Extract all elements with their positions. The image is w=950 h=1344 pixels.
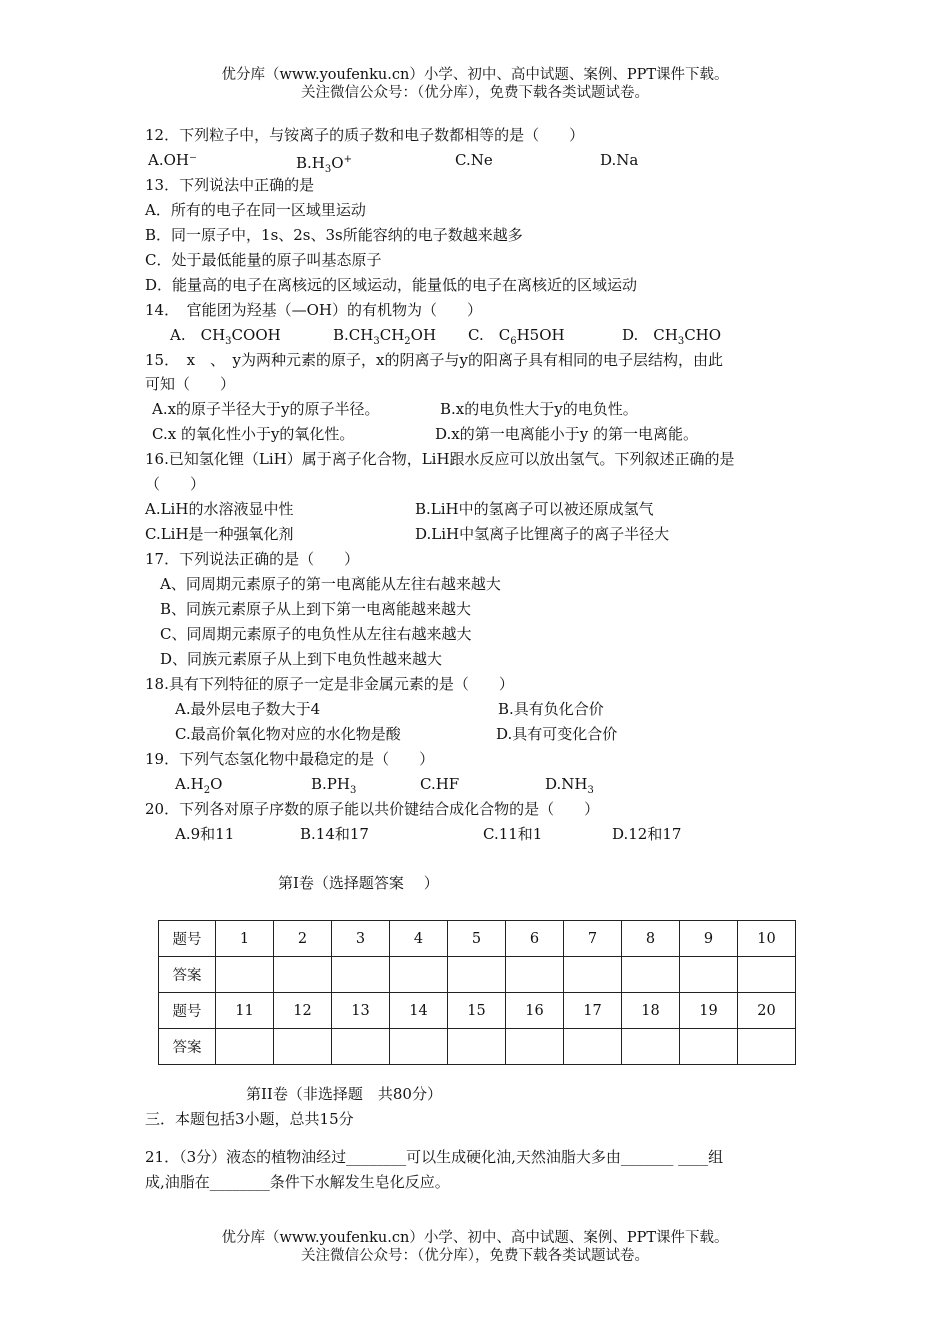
table-cell: 19 xyxy=(680,993,738,1029)
answer-cell[interactable] xyxy=(564,1029,622,1065)
table-row-answers-2 xyxy=(159,1029,796,1065)
q13-option-b: B．同一原子中，1s、2s、3s所能容纳的电子数越来越多 xyxy=(145,226,523,244)
q17-stem: 17．下列说法正确的是（ ） xyxy=(145,550,360,568)
q17-option-d: D、同族元素原子从上到下电负性越来越大 xyxy=(160,650,443,668)
q19-option-b: $B.PH_3$ xyxy=(311,775,357,796)
q15-option-d: D.x的第一电离能小于y 的第一电离能。 xyxy=(435,425,698,443)
q16-option-c: C.LiH是一种强氧化剂 xyxy=(145,525,294,543)
table-header-question: 题号 xyxy=(159,993,216,1029)
table-cell: 16 xyxy=(506,993,564,1029)
page-footer-line2: 关注微信公众号：（优分库），免费下载各类试题试卷。 xyxy=(301,1248,649,1264)
q16-option-b: B.LiH中的氢离子可以被还原成氢气 xyxy=(415,500,654,518)
table-header-answer: 答案 xyxy=(159,1029,216,1065)
page-footer-line1: 优分库（www.youfenku.cn）小学、初中、高中试题、案例、PPT课件下载。 xyxy=(221,1230,729,1246)
answer-cell[interactable] xyxy=(622,1029,680,1065)
q19-stem: 19．下列气态氢化物中最稳定的是（ ） xyxy=(145,750,435,768)
table-cell: 10 xyxy=(738,921,796,957)
table-cell: 11 xyxy=(216,993,274,1029)
table-cell: 1 xyxy=(216,921,274,957)
answer-cell[interactable] xyxy=(390,1029,448,1065)
q16-option-a: A.LiH的水溶液显中性 xyxy=(145,500,294,518)
table-cell: 6 xyxy=(506,921,564,957)
table-cell: 8 xyxy=(622,921,680,957)
answer-cell[interactable] xyxy=(216,957,274,993)
answer-cell[interactable] xyxy=(680,957,738,993)
q14-stem: 14． 官能团为羟基（—OH）的有机物为（ ） xyxy=(145,301,482,319)
q14-option-a: A. $CH_3COOH$ xyxy=(170,326,281,347)
q18-option-c: C.最高价氧化物对应的水化物是酸 xyxy=(175,725,401,743)
table-row-question-numbers-2 xyxy=(159,993,796,1029)
answer-cell[interactable] xyxy=(506,1029,564,1065)
q12-stem: 12．下列粒子中，与铵离子的质子数和电子数都相等的是（ ） xyxy=(145,126,585,144)
page-header-line2: 关注微信公众号：（优分库），免费下载各类试题试卷。 xyxy=(301,85,649,101)
table-row-answers-1 xyxy=(159,957,796,993)
q13-stem: 13．下列说法中正确的是 xyxy=(145,176,315,194)
q21-line2: 成,油脂在________条件下水解发生皂化反应。 xyxy=(145,1173,450,1191)
q21-line1: 21．（3分）液态的植物油经过________可以生成硬化油,天然油脂大多由_______ ____组 xyxy=(145,1148,724,1166)
answer-cell[interactable] xyxy=(216,1029,274,1065)
table-row-question-numbers-1 xyxy=(159,921,796,957)
q20-option-b: B.14和17 xyxy=(300,825,369,843)
q16-option-d: D.LiH中氢离子比锂离子的离子半径大 xyxy=(415,525,670,543)
table-cell: 13 xyxy=(332,993,390,1029)
answer-cell[interactable] xyxy=(274,957,332,993)
table-cell: 15 xyxy=(448,993,506,1029)
q14-option-c: C. $C_6H5OH$ xyxy=(468,326,565,347)
answer-cell[interactable] xyxy=(448,1029,506,1065)
q15-option-a: A.x的原子半径大于y的原子半径。 xyxy=(152,400,380,418)
q18-stem: 18.具有下列特征的原子一定是非金属元素的是（ ） xyxy=(145,675,514,693)
table-cell: 18 xyxy=(622,993,680,1029)
answer-cell[interactable] xyxy=(506,957,564,993)
q20-stem: 20．下列各对原子序数的原子能以共价键结合成化合物的是（ ） xyxy=(145,800,600,818)
q15-option-b: B.x的电负性大于y的电负性。 xyxy=(440,400,638,418)
q20-option-d: D.12和17 xyxy=(612,825,682,843)
answer-cell[interactable] xyxy=(332,957,390,993)
table-cell: 7 xyxy=(564,921,622,957)
q19-option-d: $D.NH_3$ xyxy=(545,775,594,796)
q14-option-d: D. $CH_3CHO$ xyxy=(622,326,722,347)
answer-cell[interactable] xyxy=(448,957,506,993)
q16-stem-line1: 16.已知氢化锂（LiH）属于离子化合物，LiH跟水反应可以放出氢气。下列叙述正确的是 xyxy=(145,450,735,468)
table-cell: 17 xyxy=(564,993,622,1029)
answer-cell[interactable] xyxy=(680,1029,738,1065)
answer-table xyxy=(158,920,796,1065)
q15-stem-line1: 15． x 、 y为两种元素的原子，x的阴离子与y的阳离子具有相同的电子层结构，由此 xyxy=(145,351,723,369)
table-cell: 14 xyxy=(390,993,448,1029)
page-header-line1: 优分库（www.youfenku.cn）小学、初中、高中试题、案例、PPT课件下载。 xyxy=(221,67,729,83)
q18-option-d: D.具有可变化合价 xyxy=(496,725,618,743)
table-cell: 3 xyxy=(332,921,390,957)
q13-option-d: D．能量高的电子在离核远的区域运动，能量低的电子在离核近的区域运动 xyxy=(145,276,638,294)
answer-cell[interactable] xyxy=(622,957,680,993)
q18-option-b: B.具有负化合价 xyxy=(498,700,604,718)
section2-title: 第II卷（非选择题 共80分） xyxy=(246,1085,442,1103)
answer-cell[interactable] xyxy=(738,1029,796,1065)
q13-option-c: C．处于最低能量的原子叫基态原子 xyxy=(145,251,382,269)
q12-option-b: $B.H_3O^+$ xyxy=(296,154,352,175)
q15-option-c: C.x 的氧化性小于y的氧化性。 xyxy=(152,425,355,443)
q12-option-c: C.Ne xyxy=(455,151,493,169)
q17-option-c: C、同周期元素原子的电负性从左往右越来越大 xyxy=(160,625,472,643)
q16-stem-line2: （ ） xyxy=(145,475,206,493)
q14-option-b: $B.CH_3CH_2OH$ xyxy=(333,326,437,347)
table-cell: 12 xyxy=(274,993,332,1029)
answer-cell[interactable] xyxy=(332,1029,390,1065)
q19-option-c: C.HF xyxy=(420,775,460,793)
table-cell: 4 xyxy=(390,921,448,957)
answer-cell[interactable] xyxy=(564,957,622,993)
q12-option-d: D.Na xyxy=(600,151,639,169)
q12-option-a: A.OH⁻ xyxy=(148,151,197,169)
q15-stem-line2: 可知（ ） xyxy=(145,375,236,393)
q17-option-a: A、同周期元素原子的第一电离能从左往右越来越大 xyxy=(160,575,501,593)
part3-heading: 三．本题包括3小题，总共15分 xyxy=(145,1110,354,1128)
answer-cell[interactable] xyxy=(390,957,448,993)
table-cell: 9 xyxy=(680,921,738,957)
q20-option-a: A.9和11 xyxy=(175,825,235,843)
q18-option-a: A.最外层电子数大于4 xyxy=(175,700,321,718)
table-cell: 20 xyxy=(738,993,796,1029)
q20-option-c: C.11和1 xyxy=(483,825,543,843)
answer-cell[interactable] xyxy=(274,1029,332,1065)
table-cell: 5 xyxy=(448,921,506,957)
q13-option-a: A．所有的电子在同一区域里运动 xyxy=(145,201,366,219)
table-cell: 2 xyxy=(274,921,332,957)
table-header-question: 题号 xyxy=(159,921,216,957)
q19-option-a: $A.H_2O$ xyxy=(175,775,223,796)
table-header-answer: 答案 xyxy=(159,957,216,993)
answer-cell[interactable] xyxy=(738,957,796,993)
section1-title: 第Ⅰ卷（选择题答案 ） xyxy=(278,874,439,892)
q17-option-b: B、同族元素原子从上到下第一电离能越来越大 xyxy=(160,600,472,618)
